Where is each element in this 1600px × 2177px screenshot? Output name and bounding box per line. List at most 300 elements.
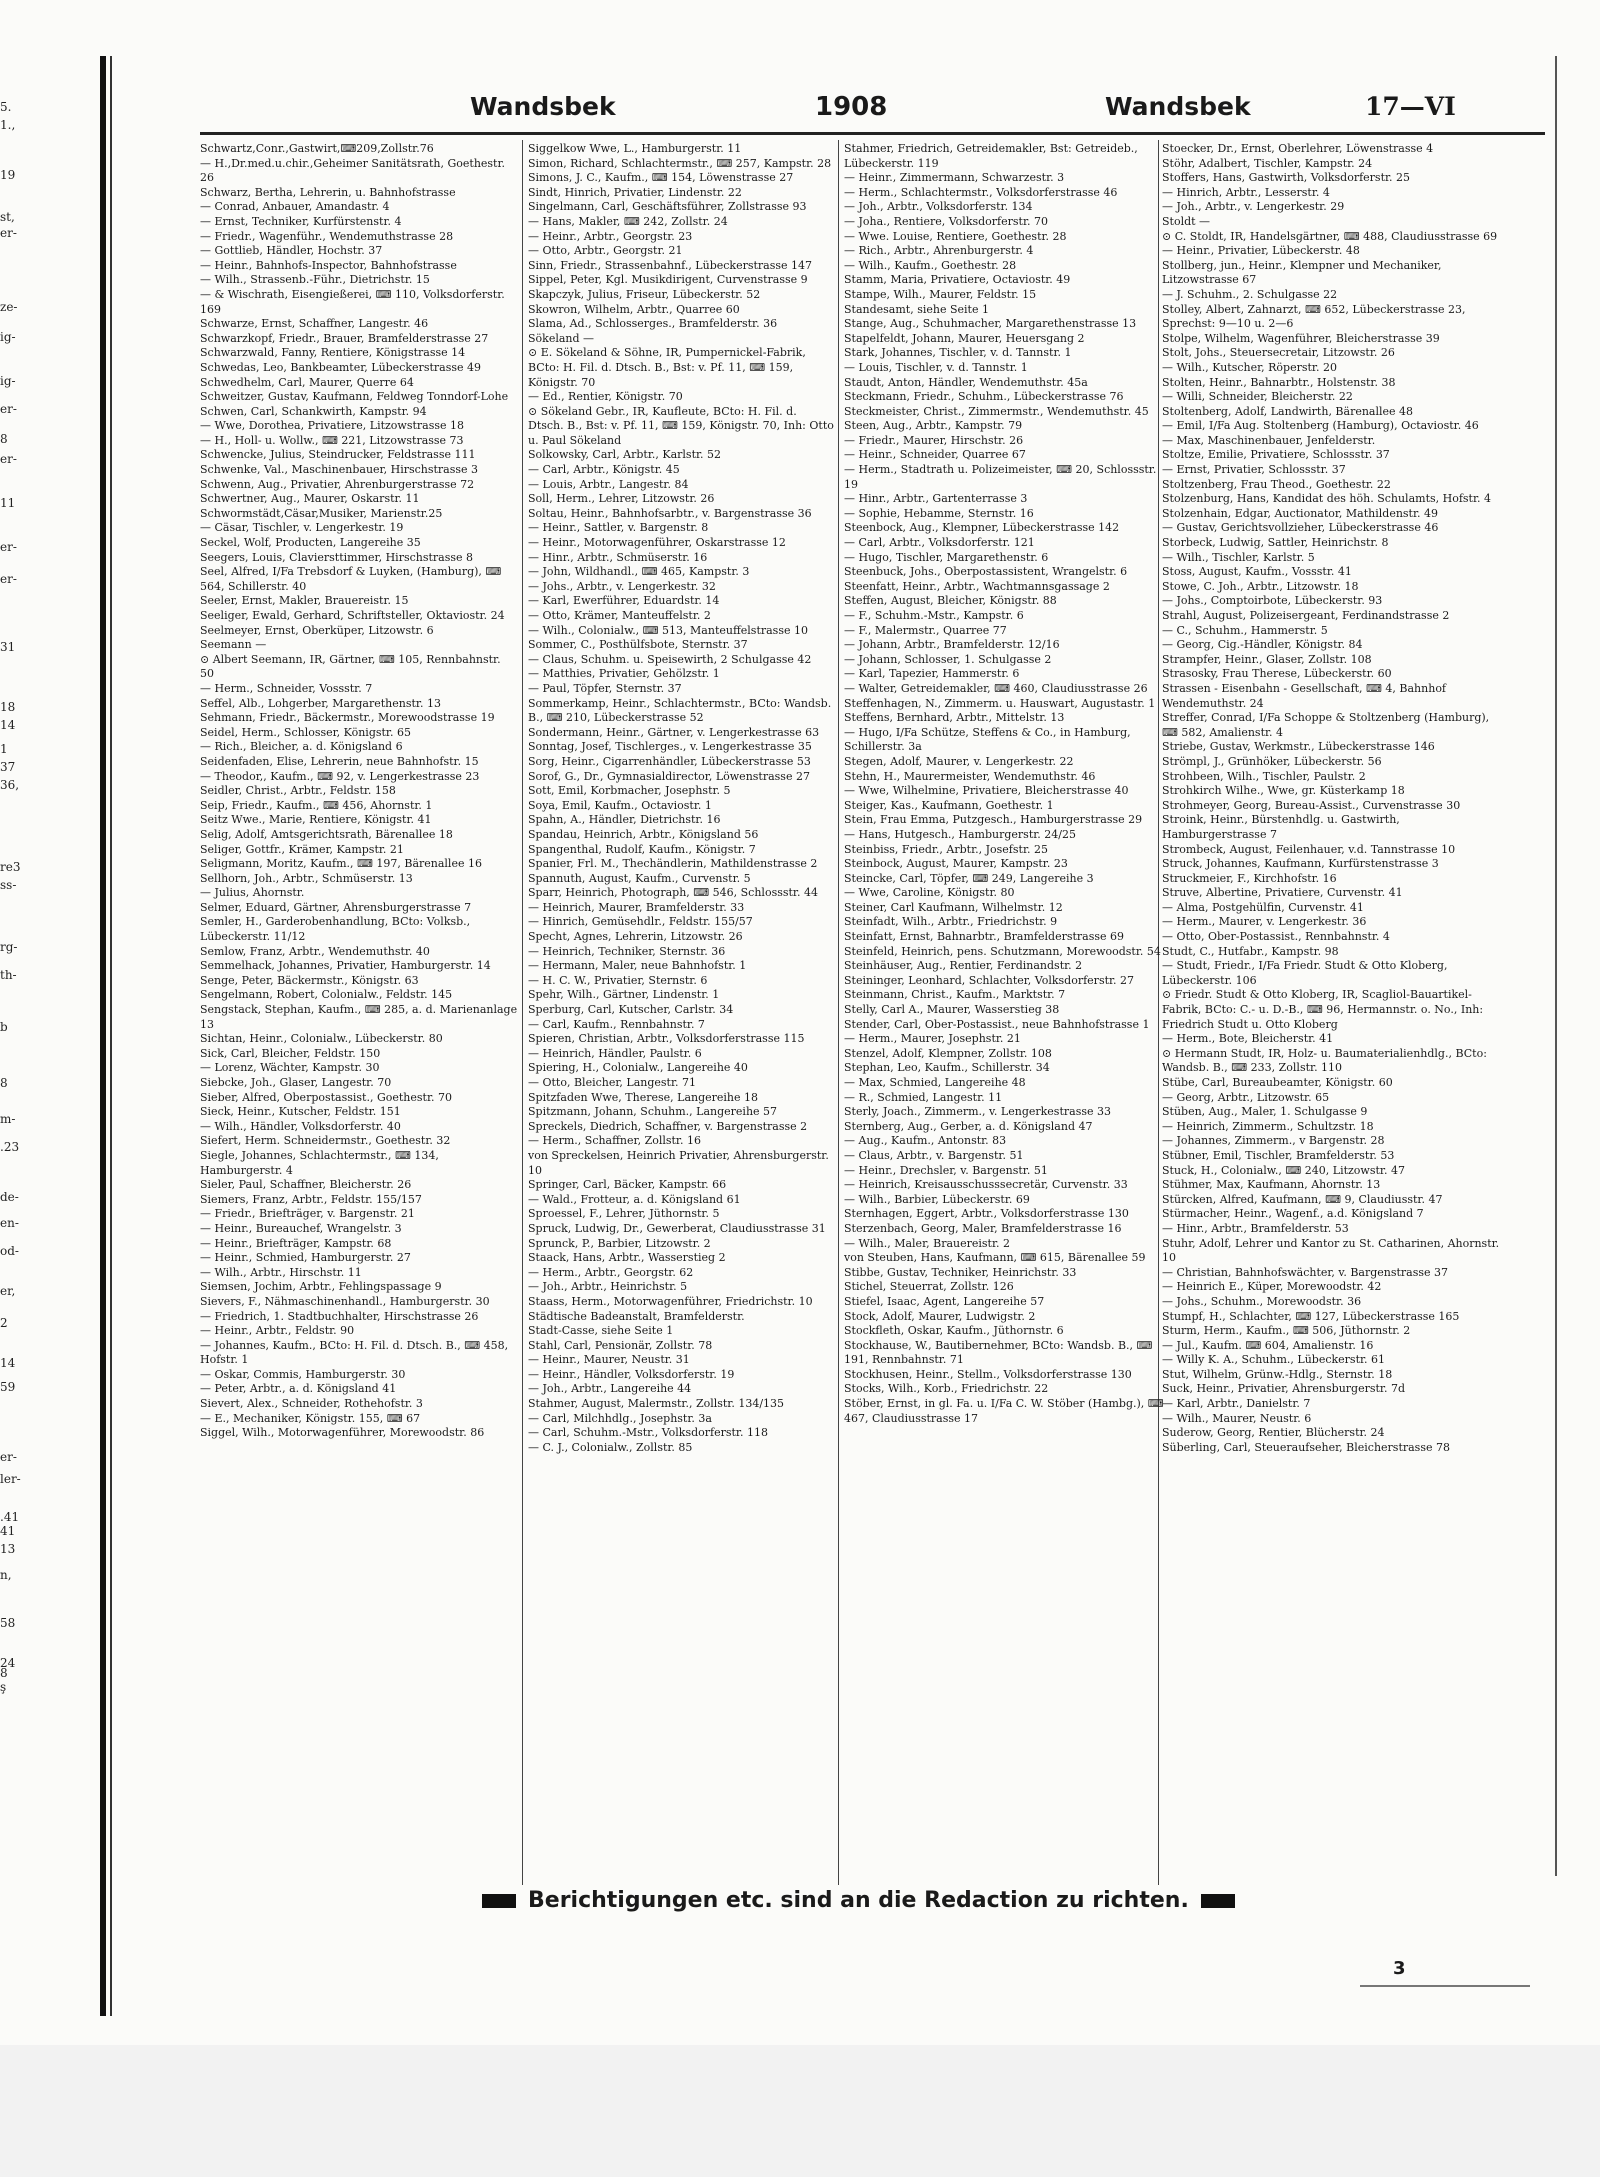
directory-entry: Stange, Aug., Schuhmacher, Margarethenstrasse 13 [844, 317, 1137, 331]
directory-column-4 [1162, 142, 1500, 1882]
directory-entry: Stolt, Johs., Steuersecretair, Litzowstr. 26 [1162, 346, 1395, 360]
directory-entry: Steen, Aug., Arbtr., Kampstr. 79 [844, 419, 1023, 433]
directory-entry: Steffenhagen, N., Zimmerm. u. Hauswart, Augustastr. 1 [844, 696, 1156, 710]
directory-entry: Soltau, Heinr., Bahnhofsarbtr., v. Bargenstrasse 36 [528, 506, 812, 520]
directory-entry: — Herm., Schlachtermstr., Volksdorferstrasse 46 [844, 185, 1118, 199]
directory-entry: Stoltze, Emilie, Privatiere, Schlossstr. 37 [1162, 448, 1390, 462]
directory-entry: Suderow, Georg, Rentier, Blücherstr. 24 [1162, 1426, 1385, 1440]
directory-entry: — Heinr., Bahnhofs-Inspector, Bahnhofstrasse [200, 258, 457, 272]
directory-entry: Spieren, Christian, Arbtr., Volksdorferstrasse 115 [528, 1032, 805, 1046]
directory-entry: — Matthies, Privatier, Gehölzstr. 1 [528, 667, 720, 681]
directory-entry: Streffer, Conrad, I/Fa Schoppe & Stoltzenberg (Hamburg), ⌨ 582, Amalienstr. 4 [1162, 711, 1490, 739]
directory-entry: — Wilh., Maler, Brauereistr. 2 [844, 1236, 1010, 1250]
directory-entry: ⊙ C. Stoldt, IR, Handelsgärtner, ⌨ 488, Claudiusstrasse 69 [1162, 229, 1498, 243]
directory-entry: — Alma, Postgehülfin, Curvenstr. 41 [1162, 900, 1364, 914]
left-page-fragment-text: 31 [0, 640, 16, 654]
directory-column-1 [200, 142, 518, 1882]
directory-entry: Singelmann, Carl, Geschäftsführer, Zollstrasse 93 [528, 200, 807, 214]
directory-entry: Stegen, Adolf, Maurer, v. Lengerkestr. 22 [844, 754, 1074, 768]
directory-entry: — Joh., Arbtr., Langereihe 44 [528, 1382, 692, 1396]
left-page-fragment-text: er- [0, 452, 17, 466]
directory-entry: Suck, Heinr., Privatier, Ahrensburgerstr. 7d [1162, 1382, 1405, 1396]
directory-entry: Sinn, Friedr., Strassenbahnf., Lübeckerstrasse 147 [528, 258, 813, 272]
directory-entry: Sieber, Alfred, Oberpostassist., Goethestr. 70 [200, 1090, 453, 1104]
directory-entry: Stein, Frau Emma, Putzgesch., Hamburgerstrasse 29 [844, 813, 1143, 827]
left-page-fragment-text: 8 [0, 1076, 8, 1090]
directory-entry: — Gustav, Gerichtsvollzieher, Lübeckerstrasse 46 [1162, 521, 1439, 535]
directory-entry: — Hans, Hutgesch., Hamburgerstr. 24/25 [844, 827, 1076, 841]
directory-entry: Stocks, Wilh., Korb., Friedrichstr. 22 [844, 1382, 1049, 1396]
directory-entry: Stolzenburg, Hans, Kandidat des höh. Schulamts, Hofstr. 4 [1162, 492, 1492, 506]
directory-entry: — Hinr., Arbtr., Gartenterrasse 3 [844, 492, 1028, 506]
directory-entry: Sick, Carl, Bleicher, Feldstr. 150 [200, 1046, 381, 1060]
directory-entry: Steinfeld, Heinrich, pens. Schutzmann, Morewoodstr. 54 [844, 944, 1161, 958]
directory-entry: — Karl, Tapezier, Hammerstr. 6 [844, 667, 1020, 681]
directory-entry: Selmer, Eduard, Gärtner, Ahrensburgerstrasse 7 [200, 900, 472, 914]
directory-entry: — Wilh., Arbtr., Hirschstr. 11 [200, 1265, 362, 1279]
directory-entry: Seidel, Herm., Schlosser, Königstr. 65 [200, 725, 411, 739]
left-page-fragment-text: m- [0, 1112, 16, 1126]
directory-entry: Siebcke, Joh., Glaser, Langestr. 70 [200, 1076, 392, 1089]
directory-entry: — Rich., Arbtr., Ahrenburgerstr. 4 [844, 244, 1034, 258]
directory-entry: — Wilh., Kutscher, Röperstr. 20 [1162, 360, 1337, 374]
directory-entry: Seligmann, Moritz, Kaufm., ⌨ 197, Bärenallee 16 [200, 857, 482, 871]
left-page-fragment [0, 60, 22, 2020]
directory-entry: — Friedr., Wagenführ., Wendemuthstrasse 28 [200, 229, 454, 243]
directory-entry: Stiefel, Isaac, Agent, Langereihe 57 [844, 1294, 1045, 1308]
directory-entry: — Johannes, Zimmerm., v Bargenstr. 28 [1162, 1134, 1385, 1148]
directory-entry: Spannuth, August, Kaufm., Curvenstr. 5 [528, 871, 751, 885]
column-divider [522, 140, 523, 1885]
directory-entry: Sichtan, Heinr., Colonialw., Lübeckerstr. 80 [200, 1032, 443, 1046]
left-page-fragment-text: re3 [0, 860, 21, 874]
directory-entry: Spahn, A., Händler, Dietrichstr. 16 [528, 813, 721, 827]
directory-entry: Stuhr, Adolf, Lehrer und Kantor zu St. Catharinen, Ahornstr. 10 [1162, 1236, 1500, 1265]
header-city-left: Wandsbek [470, 92, 616, 121]
directory-entry: — C., Schuhm., Hammerstr. 5 [1162, 623, 1328, 637]
directory-entry: Steenbock, Aug., Klempner, Lübeckerstrasse 142 [844, 521, 1120, 535]
directory-entry: Stoltenberg, Adolf, Landwirth, Bärenallee 48 [1162, 404, 1414, 418]
directory-entry: — H., Holl- u. Wollw., ⌨ 221, Litzowstrasse 73 [200, 433, 464, 447]
directory-entry: — Lorenz, Wächter, Kampstr. 30 [200, 1061, 380, 1075]
left-page-fragment-text: 58 [0, 1616, 16, 1630]
directory-entry: — Louis, Tischler, v. d. Tannstr. 1 [844, 360, 1028, 374]
directory-entry: — Heinr., Händler, Volksdorferstr. 19 [528, 1367, 735, 1381]
directory-entry: Steincke, Carl, Töpfer, ⌨ 249, Langereihe 3 [844, 871, 1094, 885]
binding-line-thin [110, 56, 112, 2016]
directory-entry: Stibbe, Gustav, Techniker, Heinrichstr. 33 [844, 1265, 1077, 1279]
directory-entry: — Hermann, Maler, neue Bahnhofstr. 1 [528, 959, 747, 973]
directory-entry: Stolten, Heinr., Bahnarbtr., Holstenstr. 38 [1162, 375, 1396, 389]
directory-entry: — Joh., Arbtr., v. Lengerkestr. 29 [1162, 200, 1345, 214]
directory-entry: Spanier, Frl. M., Thechändlerin, Mathildenstrasse 2 [528, 857, 818, 871]
left-page-fragment-text: 1 [0, 742, 8, 756]
directory-entry: Stockhusen, Heinr., Stellm., Volksdorferstrasse 130 [844, 1367, 1132, 1381]
directory-entry: — Friedrich, 1. Stadtbuchhalter, Hirschstrasse 26 [200, 1309, 479, 1323]
left-page-fragment-text: ss- [0, 878, 17, 892]
directory-entry: Sippel, Peter, Kgl. Musikdirigent, Curvenstrasse 9 [528, 273, 808, 287]
directory-entry: Striebe, Gustav, Werkmstr., Lübeckerstrasse 146 [1162, 740, 1435, 754]
directory-entry: — Carl, Arbtr., Volksdorferstr. 121 [844, 536, 1035, 550]
directory-entry: Schwedas, Leo, Bankbeamter, Lübeckerstrasse 49 [200, 360, 481, 374]
footer-notice [470, 1888, 1247, 1913]
left-page-fragment-text: 8 [0, 1666, 8, 1680]
directory-entry: — Joha., Rentiere, Volksdorferstr. 70 [844, 214, 1048, 228]
directory-entry: — Heinr., Motorwagenführer, Oskarstrasse 12 [528, 536, 786, 550]
directory-entry: — Hinr., Arbtr., Bramfelderstr. 53 [1162, 1221, 1349, 1235]
directory-entry: Sturm, Herm., Kaufm., ⌨ 506, Jüthornstr. 2 [1162, 1324, 1411, 1338]
directory-entry: Spitzmann, Johann, Schuhm., Langereihe 57 [528, 1105, 778, 1119]
directory-entry: — & Wischrath, Eisengießerei, ⌨ 110, Volksdorferstr. 169 [200, 287, 505, 316]
directory-entry: — Heinr., Arbtr., Georgstr. 23 [528, 229, 693, 243]
directory-entry: Stahl, Carl, Pensionär, Zollstr. 78 [528, 1338, 713, 1352]
directory-entry: Sindt, Hinrich, Privatier, Lindenstr. 22 [528, 185, 742, 199]
directory-entry: Stöber, Ernst, in gl. Fa. u. I/Fa C. W. Stöber (Hambg.), ⌨ 467, Claudiusstrasse 17 [844, 1397, 1164, 1425]
directory-entry: — Herm., Stadtrath u. Polizeimeister, ⌨ 20, Schlossstr. 19 [844, 463, 1157, 491]
directory-entry: — Hugo, Tischler, Margarethenstr. 6 [844, 550, 1049, 564]
directory-entry: — E., Mechaniker, Königstr. 155, ⌨ 67 [200, 1411, 421, 1425]
directory-entry: Süberling, Carl, Steueraufseher, Bleicherstrasse 78 [1162, 1440, 1450, 1454]
directory-entry: Stöhr, Adalbert, Tischler, Kampstr. 24 [1162, 156, 1373, 170]
directory-entry: — Paul, Töpfer, Sternstr. 37 [528, 681, 682, 695]
directory-entry: Spangenthal, Rudolf, Kaufm., Königstr. 7 [528, 842, 756, 856]
directory-entry: Skowron, Wilhelm, Arbtr., Quarree 60 [528, 302, 740, 316]
directory-entry: Schwartz,Conr.,Gastwirt,⌨209,Zollstr.76 [200, 142, 434, 155]
directory-entry: Siggelkow Wwe, L., Hamburgerstr. 11 [528, 142, 742, 155]
directory-entry: — Ernst, Techniker, Kurfürstenstr. 4 [200, 214, 402, 228]
directory-entry: — Herm., Schneider, Vossstr. 7 [200, 681, 373, 695]
directory-entry: — Julius, Ahornstr. [200, 886, 305, 900]
directory-entry: — Wald., Frotteur, a. d. Königsland 61 [528, 1192, 741, 1206]
directory-entry: Steenbuck, Johs., Oberpostassistent, Wrangelstr. 6 [844, 565, 1128, 579]
directory-entry: Standesamt, siehe Seite 1 [844, 302, 989, 316]
directory-entry: — H. C. W., Privatier, Sternstr. 6 [528, 973, 708, 987]
directory-entry: Sievers, F., Nähmaschinenhandl., Hamburgerstr. 30 [200, 1294, 490, 1308]
directory-entry: — Heinr., Bureauchef, Wrangelstr. 3 [200, 1221, 402, 1235]
left-page-fragment-text: 2 [0, 1316, 8, 1330]
directory-entry: Stoss, August, Kaufm., Vossstr. 41 [1162, 565, 1352, 579]
directory-entry: — Otto, Krämer, Manteuffelstr. 2 [528, 609, 711, 622]
directory-entry: Sperburg, Carl, Kutscher, Carlstr. 34 [528, 1003, 734, 1017]
directory-entry: — Walter, Getreidemakler, ⌨ 460, Claudiusstrasse 26 [844, 681, 1148, 695]
directory-entry: — Wilh., Colonialw., ⌨ 513, Manteuffelstrasse 10 [528, 623, 808, 637]
directory-entry: Struckmeier, F., Kirchhofstr. 16 [1162, 871, 1337, 885]
directory-entry: Seckel, Wolf, Producten, Langereihe 35 [200, 536, 421, 550]
directory-entry: — Heinr., Drechsler, v. Bargenstr. 51 [844, 1163, 1048, 1177]
directory-entry: Städtische Badeanstalt, Bramfelderstr. [528, 1309, 745, 1323]
directory-entry: Strasosky, Frau Therese, Lübeckerstr. 60 [1162, 667, 1392, 681]
directory-entry: Seliger, Gottfr., Krämer, Kampstr. 21 [200, 842, 404, 856]
directory-entry: Stichel, Steuerrat, Zollstr. 126 [844, 1280, 1014, 1294]
directory-column-3 [844, 142, 1164, 1882]
pointing-hand-icon [1201, 1894, 1235, 1908]
directory-entry: — Studt, Friedr., I/Fa Friedr. Studt & Otto Kloberg, Lübeckerstr. 106 [1162, 959, 1448, 987]
directory-entry: Stahmer, Friedrich, Getreidemakler, Bst: Getreideb., Lübeckerstr. 119 [844, 142, 1138, 170]
left-page-fragment-text: 14 [0, 1356, 16, 1370]
left-page-fragment-text: er, [0, 1284, 16, 1298]
directory-entry: Spehr, Wilh., Gärtner, Lindenstr. 1 [528, 988, 720, 1002]
directory-entry: Schwarz, Bertha, Lehrerin, u. Bahnhofstrasse [200, 185, 456, 199]
directory-entry: Studt, C., Hutfabr., Kampstr. 98 [1162, 944, 1339, 958]
directory-entry: — Otto, Ober-Postassist., Rennbahnstr. 4 [1162, 930, 1390, 944]
directory-entry: — Heinrich, Händler, Paulstr. 6 [528, 1046, 702, 1060]
left-page-fragment-text: er- [0, 226, 17, 240]
directory-entry: Sott, Emil, Korbmacher, Josephstr. 5 [528, 784, 731, 798]
left-page-fragment-text: er- [0, 540, 17, 554]
directory-entry: — Emil, I/Fa Aug. Stoltenberg (Hamburg), Octaviostr. 46 [1162, 419, 1479, 433]
directory-entry: Semler, H., Garderobenhandlung, BCto: Volksb., Lübeckerstr. 11/12 [200, 915, 471, 944]
directory-entry: — Heinrich, Maurer, Bramfelderstr. 33 [528, 900, 745, 914]
left-page-fragment-text: od- [0, 1244, 19, 1258]
directory-entry: — Peter, Arbtr., a. d. Königsland 41 [200, 1382, 397, 1396]
directory-entry: — Wwe, Caroline, Königstr. 80 [844, 886, 1015, 900]
directory-entry: — Ernst, Privatier, Schlossstr. 37 [1162, 463, 1346, 477]
directory-entry: Steckmeister, Christ., Zimmermstr., Wendemuthstr. 45 [844, 404, 1149, 418]
directory-entry: Solkowsky, Carl, Arbtr., Karlstr. 52 [528, 448, 722, 462]
directory-entry: — Heinr., Maurer, Neustr. 31 [528, 1353, 690, 1367]
bottom-page-number: 3 [1393, 1958, 1406, 1979]
directory-entry: — Carl, Arbtr., Königstr. 45 [528, 463, 680, 477]
directory-entry: Springer, Carl, Bäcker, Kampstr. 66 [528, 1178, 727, 1192]
directory-entry: Seegers, Louis, Claviersttimmer, Hirschstrasse 8 [200, 550, 474, 564]
directory-entry: — Johs., Arbtr., v. Lengerkestr. 32 [528, 579, 716, 593]
directory-entry: Schwormstädt,Cäsar,Musiker, Marienstr.25 [200, 506, 443, 520]
directory-entry: — J. Schuhm., 2. Schulgasse 22 [1162, 287, 1338, 301]
left-page-fragment-text: 37 [0, 760, 16, 774]
left-page-fragment-text: 11 [0, 496, 16, 510]
directory-entry: Senge, Peter, Bäckermstr., Königstr. 63 [200, 973, 419, 987]
directory-entry: — Heinr., Briefträger, Kampstr. 68 [200, 1236, 392, 1250]
directory-entry: Strohbeen, Wilh., Tischler, Paulstr. 2 [1162, 769, 1366, 783]
directory-entry: Strampfer, Heinr., Glaser, Zollstr. 108 [1162, 652, 1372, 666]
directory-entry: Seelmeyer, Ernst, Oberküper, Litzowstr. 6 [200, 623, 434, 637]
header-rule [200, 132, 1545, 135]
directory-entry: — R., Schmied, Langestr. 11 [844, 1090, 1003, 1104]
directory-entry: Stapelfeldt, Johann, Maurer, Heuersgang 2 [844, 331, 1085, 345]
directory-entry: Strassen - Eisenbahn - Gesellschaft, ⌨ 4, Bahnhof Wendemuthstr. 24 [1162, 681, 1447, 710]
directory-entry: Sternberg, Aug., Gerber, a. d. Königsland 47 [844, 1119, 1093, 1133]
directory-entry: Sieck, Heinr., Kutscher, Feldstr. 151 [200, 1105, 401, 1119]
directory-entry: Stenzel, Adolf, Klempner, Zollstr. 108 [844, 1046, 1052, 1060]
directory-entry: Stehn, H., Maurermeister, Wendemuthstr. 46 [844, 769, 1096, 783]
binding-line [100, 56, 106, 2016]
directory-entry: Steenfatt, Heinr., Arbtr., Wachtmannsgassage 2 [844, 579, 1110, 593]
directory-entry: Sellhorn, Joh., Arbtr., Schmüserstr. 13 [200, 871, 413, 885]
directory-entry: — Heinr., Arbtr., Feldstr. 90 [200, 1324, 355, 1338]
directory-entry: von Spreckelsen, Heinrich Privatier, Ahrensburgerstr. 10 [528, 1148, 829, 1177]
scan-bottom-margin [0, 2045, 1600, 2177]
directory-entry: Slama, Ad., Schlosserges., Bramfelderstr. 36 [528, 317, 778, 331]
directory-entry: Sorof, G., Dr., Gymnasialdirector, Löwenstrasse 27 [528, 769, 810, 783]
directory-entry: — Max, Maschinenbauer, Jenfelderstr. [1162, 433, 1376, 447]
directory-entry: Stamm, Maria, Privatiere, Octaviostr. 49 [844, 273, 1071, 287]
left-page-fragment-text: 18 [0, 700, 16, 714]
directory-entry: Spiering, H., Colonialw., Langereihe 40 [528, 1061, 748, 1075]
directory-entry: Stühmer, Max, Kaufmann, Ahornstr. 13 [1162, 1178, 1381, 1192]
directory-entry: — Wilh., Händler, Volksdorferstr. 40 [200, 1119, 401, 1133]
directory-entry: — Louis, Arbtr., Langestr. 84 [528, 477, 689, 491]
directory-entry: — Johs., Comptoirbote, Lübeckerstr. 93 [1162, 594, 1383, 608]
directory-entry: — Heinrich, Kreisausschusssecretär, Curvenstr. 33 [844, 1178, 1128, 1192]
left-page-fragment-text: er- [0, 1450, 17, 1464]
directory-entry: — Oskar, Commis, Hamburgerstr. 30 [200, 1367, 406, 1381]
directory-entry: — Wilh., Strassenb.-Führ., Dietrichstr. 15 [200, 273, 430, 287]
left-page-fragment-text: 5. [0, 100, 12, 114]
directory-entry: Stampe, Wilh., Maurer, Feldstr. 15 [844, 287, 1037, 301]
left-page-fragment-text: th- [0, 968, 17, 982]
directory-entry: Steiger, Kas., Kaufmann, Goethestr. 1 [844, 798, 1054, 812]
directory-entry: Steinfatt, Ernst, Bahnarbtr., Bramfelderstrasse 69 [844, 930, 1125, 944]
directory-entry: Sparr, Heinrich, Photograph, ⌨ 546, Schlossstr. 44 [528, 886, 818, 900]
directory-entry: Sieler, Paul, Schaffner, Bleicherstr. 26 [200, 1178, 412, 1192]
directory-entry: Schwarze, Ernst, Schaffner, Langestr. 46 [200, 317, 429, 331]
column-divider [838, 140, 839, 1885]
directory-entry: Spitzfaden Wwe, Therese, Langereihe 18 [528, 1090, 759, 1104]
directory-entry: — Karl, Arbtr., Danielstr. 7 [1162, 1397, 1311, 1411]
directory-entry: Stüben, Aug., Maler, 1. Schulgasse 9 [1162, 1105, 1368, 1119]
directory-entry: Steffen, August, Bleicher, Königstr. 88 [844, 594, 1057, 608]
directory-entry: Stoldt — [1162, 214, 1211, 228]
directory-entry: — Hinr., Arbtr., Schmüserstr. 16 [528, 550, 708, 564]
directory-entry: — Cäsar, Tischler, v. Lengerkestr. 19 [200, 521, 404, 535]
directory-entry: Stübe, Carl, Bureaubeamter, Königstr. 60 [1162, 1076, 1393, 1089]
directory-entry: Strombeck, August, Feilenhauer, v.d. Tannstrasse 10 [1162, 842, 1456, 856]
left-page-fragment-text: 1., [0, 118, 16, 132]
directory-entry: — Theodor,, Kaufm., ⌨ 92, v. Lengerkestrasse 23 [200, 769, 480, 783]
directory-entry: — Carl, Schuhm.-Mstr., Volksdorferstr. 118 [528, 1426, 768, 1440]
directory-entry: — Heinrich, Zimmerm., Schultzstr. 18 [1162, 1119, 1374, 1133]
directory-entry: Strahl, August, Polizeisergeant, Ferdinandstrasse 2 [1162, 609, 1450, 622]
left-page-fragment-text: er- [0, 572, 17, 586]
directory-entry: Skapczyk, Julius, Friseur, Lübeckerstr. 52 [528, 287, 761, 301]
directory-entry: Sterly, Joach., Zimmerm., v. Lengerkestrasse 33 [844, 1105, 1111, 1119]
directory-entry: Simons, J. C., Kaufm., ⌨ 154, Löwenstrasse 27 [528, 171, 794, 185]
directory-entry: — Otto, Bleicher, Langestr. 71 [528, 1076, 697, 1089]
directory-entry: Seeler, Ernst, Makler, Brauereistr. 15 [200, 594, 409, 608]
directory-entry: ⊙ Friedr. Studt & Otto Kloberg, IR, Scagliol-Bauartikel-Fabrik, BCto: C.- u. D.-B., ⌨ 96, Hermannstr. o. No., Inh: Friedrich Studt u. Otto Kloberg [1162, 988, 1484, 1031]
pointing-hand-icon [482, 1894, 516, 1908]
left-page-fragment-text: er- [0, 402, 17, 416]
directory-entry: — Herm., Maurer, v. Lengerkestr. 36 [1162, 915, 1367, 929]
directory-entry: Strohmeyer, Georg, Bureau-Assist., Curvenstrasse 30 [1162, 798, 1461, 812]
directory-entry: — Wilh., Barbier, Lübeckerstr. 69 [844, 1192, 1030, 1206]
directory-entry: Stut, Wilhelm, Grünw.-Hdlg., Sternstr. 18 [1162, 1367, 1393, 1381]
directory-entry: — Johs., Schuhm., Morewoodstr. 36 [1162, 1294, 1362, 1308]
directory-entry: Stolzenhain, Edgar, Auctionator, Mathildenstr. 49 [1162, 506, 1439, 520]
left-page-fragment-text: de- [0, 1190, 19, 1204]
directory-entry: ⊙ Hermann Studt, IR, Holz- u. Baumaterialienhdlg., BCto: Wandsb. B., ⌨ 233, Zollstr. 110 [1162, 1046, 1487, 1075]
directory-entry: Steininger, Leonhard, Schlachter, Volksdorferstr. 27 [844, 973, 1135, 987]
left-page-fragment-text: ler- [0, 1472, 21, 1486]
directory-entry: Schwen, Carl, Schankwirth, Kampstr. 94 [200, 404, 427, 418]
left-page-fragment-text: st, [0, 210, 15, 224]
directory-entry: — Wilh., Kaufm., Goethestr. 28 [844, 258, 1017, 272]
directory-entry: ⊙ Sökeland Gebr., IR, Kaufleute, BCto: H. Fil. d. Dtsch. B., Bst: v. Pf. 11, ⌨ 159, Königstr. 70, Inh: Otto u. Paul Sökeland [528, 404, 834, 447]
directory-entry: Schweitzer, Gustav, Kaufmann, Feldweg Tonndorf-Lohe [200, 390, 509, 404]
directory-entry: Schwedhelm, Carl, Maurer, Querre 64 [200, 375, 414, 389]
directory-entry: Sonntag, Josef, Tischlerges., v. Lengerkestrasse 35 [528, 740, 812, 754]
directory-entry: Strömpl, J., Grünhöker, Lübeckerstr. 56 [1162, 754, 1382, 768]
directory-entry: Seemann — [200, 638, 267, 652]
directory-entry: Sprunck, P., Barbier, Litzowstr. 2 [528, 1236, 711, 1250]
directory-entry: Steinbiss, Friedr., Arbtr., Josefstr. 25 [844, 842, 1048, 856]
directory-entry: — Johann, Schlosser, 1. Schulgasse 2 [844, 652, 1052, 666]
directory-entry: — Heinr., Privatier, Lübeckerstr. 48 [1162, 244, 1360, 258]
directory-entry: Sengelmann, Robert, Colonialw., Feldstr. 145 [200, 988, 453, 1002]
directory-entry: Stollberg, jun., Heinr., Klempner und Mechaniker, Litzowstrasse 67 [1162, 258, 1442, 287]
directory-entry: — Herm., Bote, Bleicherstr. 41 [1162, 1032, 1334, 1046]
directory-entry: Spruck, Ludwig, Dr., Gewerberat, Claudiusstrasse 31 [528, 1221, 826, 1235]
directory-entry: — Jul., Kaufm. ⌨ 604, Amalienstr. 16 [1162, 1338, 1374, 1352]
directory-entry: Stadt-Casse, siehe Seite 1 [528, 1324, 674, 1338]
directory-entry: — Karl, Ewerführer, Eduardstr. 14 [528, 594, 720, 608]
directory-entry: Seip, Friedr., Kaufm., ⌨ 456, Ahornstr. 1 [200, 798, 433, 812]
directory-entry: — Christian, Bahnhofswächter, v. Bargenstrasse 37 [1162, 1265, 1449, 1279]
directory-entry: Stroink, Heinr., Bürstenhdlg. u. Gastwirth, Hamburgerstrasse 7 [1162, 813, 1400, 841]
directory-entry: — Max, Schmied, Langereihe 48 [844, 1076, 1026, 1089]
directory-entry: Sehmann, Friedr., Bäckermstr., Morewoodstrasse 19 [200, 711, 495, 725]
directory-entry: — F., Malermstr., Quarree 77 [844, 623, 1007, 637]
left-page-fragment-text: ig- [0, 374, 16, 388]
directory-entry: Steinfadt, Wilh., Arbtr., Friedrichstr. 9 [844, 915, 1058, 929]
directory-entry: Struve, Albertine, Privatiere, Curvenstr. 41 [1162, 886, 1403, 900]
directory-entry: Stock, Adolf, Maurer, Ludwigstr. 2 [844, 1309, 1036, 1323]
directory-entry: Siefert, Herm. Schneidermstr., Goethestr. 32 [200, 1134, 451, 1148]
directory-entry: Stoltzenberg, Frau Theod., Goethestr. 22 [1162, 477, 1391, 491]
directory-entry: Stockhause, W., Bautibernehmer, BCto: Wandsb. B., ⌨ 191, Rennbahnstr. 71 [844, 1338, 1153, 1367]
directory-entry: Sommer, C., Posthülfsbote, Sternstr. 37 [528, 638, 748, 652]
directory-entry: — Georg, Arbtr., Litzowstr. 65 [1162, 1090, 1330, 1104]
directory-entry: Stahmer, August, Malermstr., Zollstr. 134/135 [528, 1397, 785, 1411]
directory-entry: Sorg, Heinr., Cigarrenhändler, Lübeckerstrasse 53 [528, 754, 811, 768]
directory-entry: Stephan, Leo, Kaufm., Schillerstr. 34 [844, 1061, 1050, 1075]
directory-entry: Sommerkamp, Heinr., Schlachtermstr., BCto: Wandsb. B., ⌨ 210, Lübeckerstrasse 52 [528, 696, 832, 725]
left-page-fragment-text: 41 [0, 1524, 16, 1538]
directory-entry: Seidler, Christ., Arbtr., Feldstr. 158 [200, 784, 396, 798]
directory-entry: — Claus, Arbtr., v. Bargenstr. 51 [844, 1148, 1024, 1162]
directory-entry: — Rich., Bleicher, a. d. Königsland 6 [200, 740, 403, 754]
directory-entry: Schwencke, Julius, Steindrucker, Feldstrasse 111 [200, 448, 476, 462]
directory-entry: Simon, Richard, Schlachtermstr., ⌨ 257, Kampstr. 28 [528, 156, 832, 170]
left-page-fragment-text: en- [0, 1216, 19, 1230]
directory-entry: Stoffers, Hans, Gastwirth, Volksdorferstr. 25 [1162, 171, 1411, 185]
directory-entry: — Conrad, Anbauer, Amandastr. 4 [200, 200, 390, 214]
directory-entry: — Wilh., Maurer, Neustr. 6 [1162, 1411, 1312, 1425]
left-page-fragment-text: 13 [0, 1542, 16, 1556]
directory-entry: — Aug., Kaufm., Antonstr. 83 [844, 1134, 1007, 1148]
directory-entry: — John, Wildhandl., ⌨ 465, Kampstr. 3 [528, 565, 750, 579]
directory-entry: Staass, Herm., Motorwagenführer, Friedrichstr. 10 [528, 1294, 813, 1308]
directory-entry: — Johannes, Kaufm., BCto: H. Fil. d. Dtsch. B., ⌨ 458, Hofstr. 1 [200, 1338, 509, 1367]
directory-entry: Sternhagen, Eggert, Arbtr., Volksdorferstrasse 130 [844, 1207, 1129, 1221]
directory-entry: — Joh., Arbtr., Volksdorferstr. 134 [844, 200, 1033, 214]
directory-entry: Siegle, Johannes, Schlachtermstr., ⌨ 134, Hamburgerstr. 4 [200, 1148, 439, 1177]
directory-entry: — Heinr., Schneider, Quarree 67 [844, 448, 1026, 462]
directory-entry: Semmelhack, Johannes, Privatier, Hamburgerstr. 14 [200, 959, 491, 973]
directory-entry: Seitz Wwe., Marie, Rentiere, Königstr. 41 [200, 813, 432, 827]
directory-entry: Schwarzkopf, Friedr., Brauer, Bramfelderstrasse 27 [200, 331, 489, 345]
directory-entry: — Herm., Maurer, Josephstr. 21 [844, 1032, 1021, 1046]
directory-entry: Stürmacher, Heinr., Wagenf., a.d. Königsland 7 [1162, 1207, 1424, 1221]
left-page-fragment-text: ig- [0, 330, 16, 344]
directory-entry: — Heinr., Sattler, v. Bargenstr. 8 [528, 521, 709, 535]
directory-entry: — Herm., Arbtr., Georgstr. 62 [528, 1265, 694, 1279]
directory-entry: Sengstack, Stephan, Kaufm., ⌨ 285, a. d. Marienanlage 13 [200, 1003, 518, 1031]
left-page-fragment-text: ş [0, 1680, 7, 1694]
directory-entry: Sökeland — [528, 331, 595, 345]
directory-entry: Stumpf, H., Schlachter, ⌨ 127, Lübeckerstrasse 165 [1162, 1309, 1460, 1323]
directory-entry: Siemers, Franz, Arbtr., Feldstr. 155/157 [200, 1192, 422, 1206]
